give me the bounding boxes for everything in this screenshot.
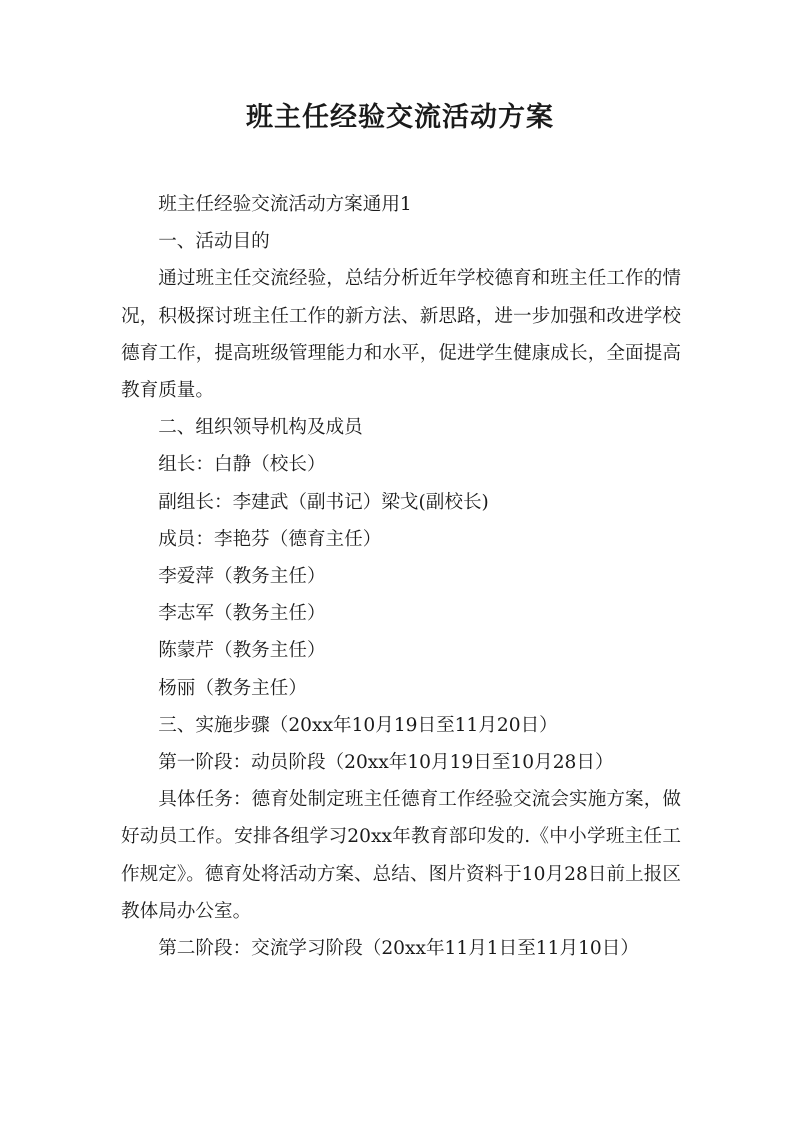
document-body (121, 186, 681, 967)
paragraph-purpose: 通过班主任交流经验，总结分析近年学校德育和班主任工作的情况，积极探讨班主任工作的新方法、新思路，进一步加强和改进学校德育工作，提高班级管理能力和水平，促进学生健康成长，全面提高教育质量。 (121, 268, 681, 402)
stage-one-tasks: 具体任务：德育处制定班主任德育工作经验交流会实施方案，做好动员工作。安排各组学习20xx年教育部印发的.《中小学班主任工作规定》。德育处将活动方案、总结、图片资料于10月28日前上报区教体局办公室。 (121, 789, 681, 922)
heading-organization: 二、组织领导机构及成员 (158, 417, 363, 439)
heading-steps: 三、实施步骤（20xx年10月19日至11月20日） (158, 714, 558, 736)
document-title: 班主任经验交流活动方案 (246, 102, 554, 133)
member-3: 李志军（教务主任） (158, 603, 326, 625)
member-5: 杨丽（教务主任） (158, 677, 307, 699)
member-leader: 组长：白静（校长） (158, 454, 326, 476)
member-2: 李爱萍（教务主任） (158, 566, 326, 588)
member-4: 陈蒙芹（教务主任） (158, 640, 326, 662)
paragraph-subtitle: 班主任经验交流活动方案通用1 (158, 194, 412, 215)
stage-one-heading: 第一阶段：动员阶段（20xx年10月19日至10月28日） (158, 752, 614, 774)
member-deputy-leaders: 副组长：李建武（副书记）梁戈(副校长) (158, 491, 489, 513)
member-1: 成员：李艳芬（德育主任） (158, 528, 382, 550)
stage-two-heading: 第二阶段：交流学习阶段（20xx年11月1日至11月10日） (158, 938, 639, 960)
heading-purpose: 一、活动目的 (158, 231, 270, 253)
